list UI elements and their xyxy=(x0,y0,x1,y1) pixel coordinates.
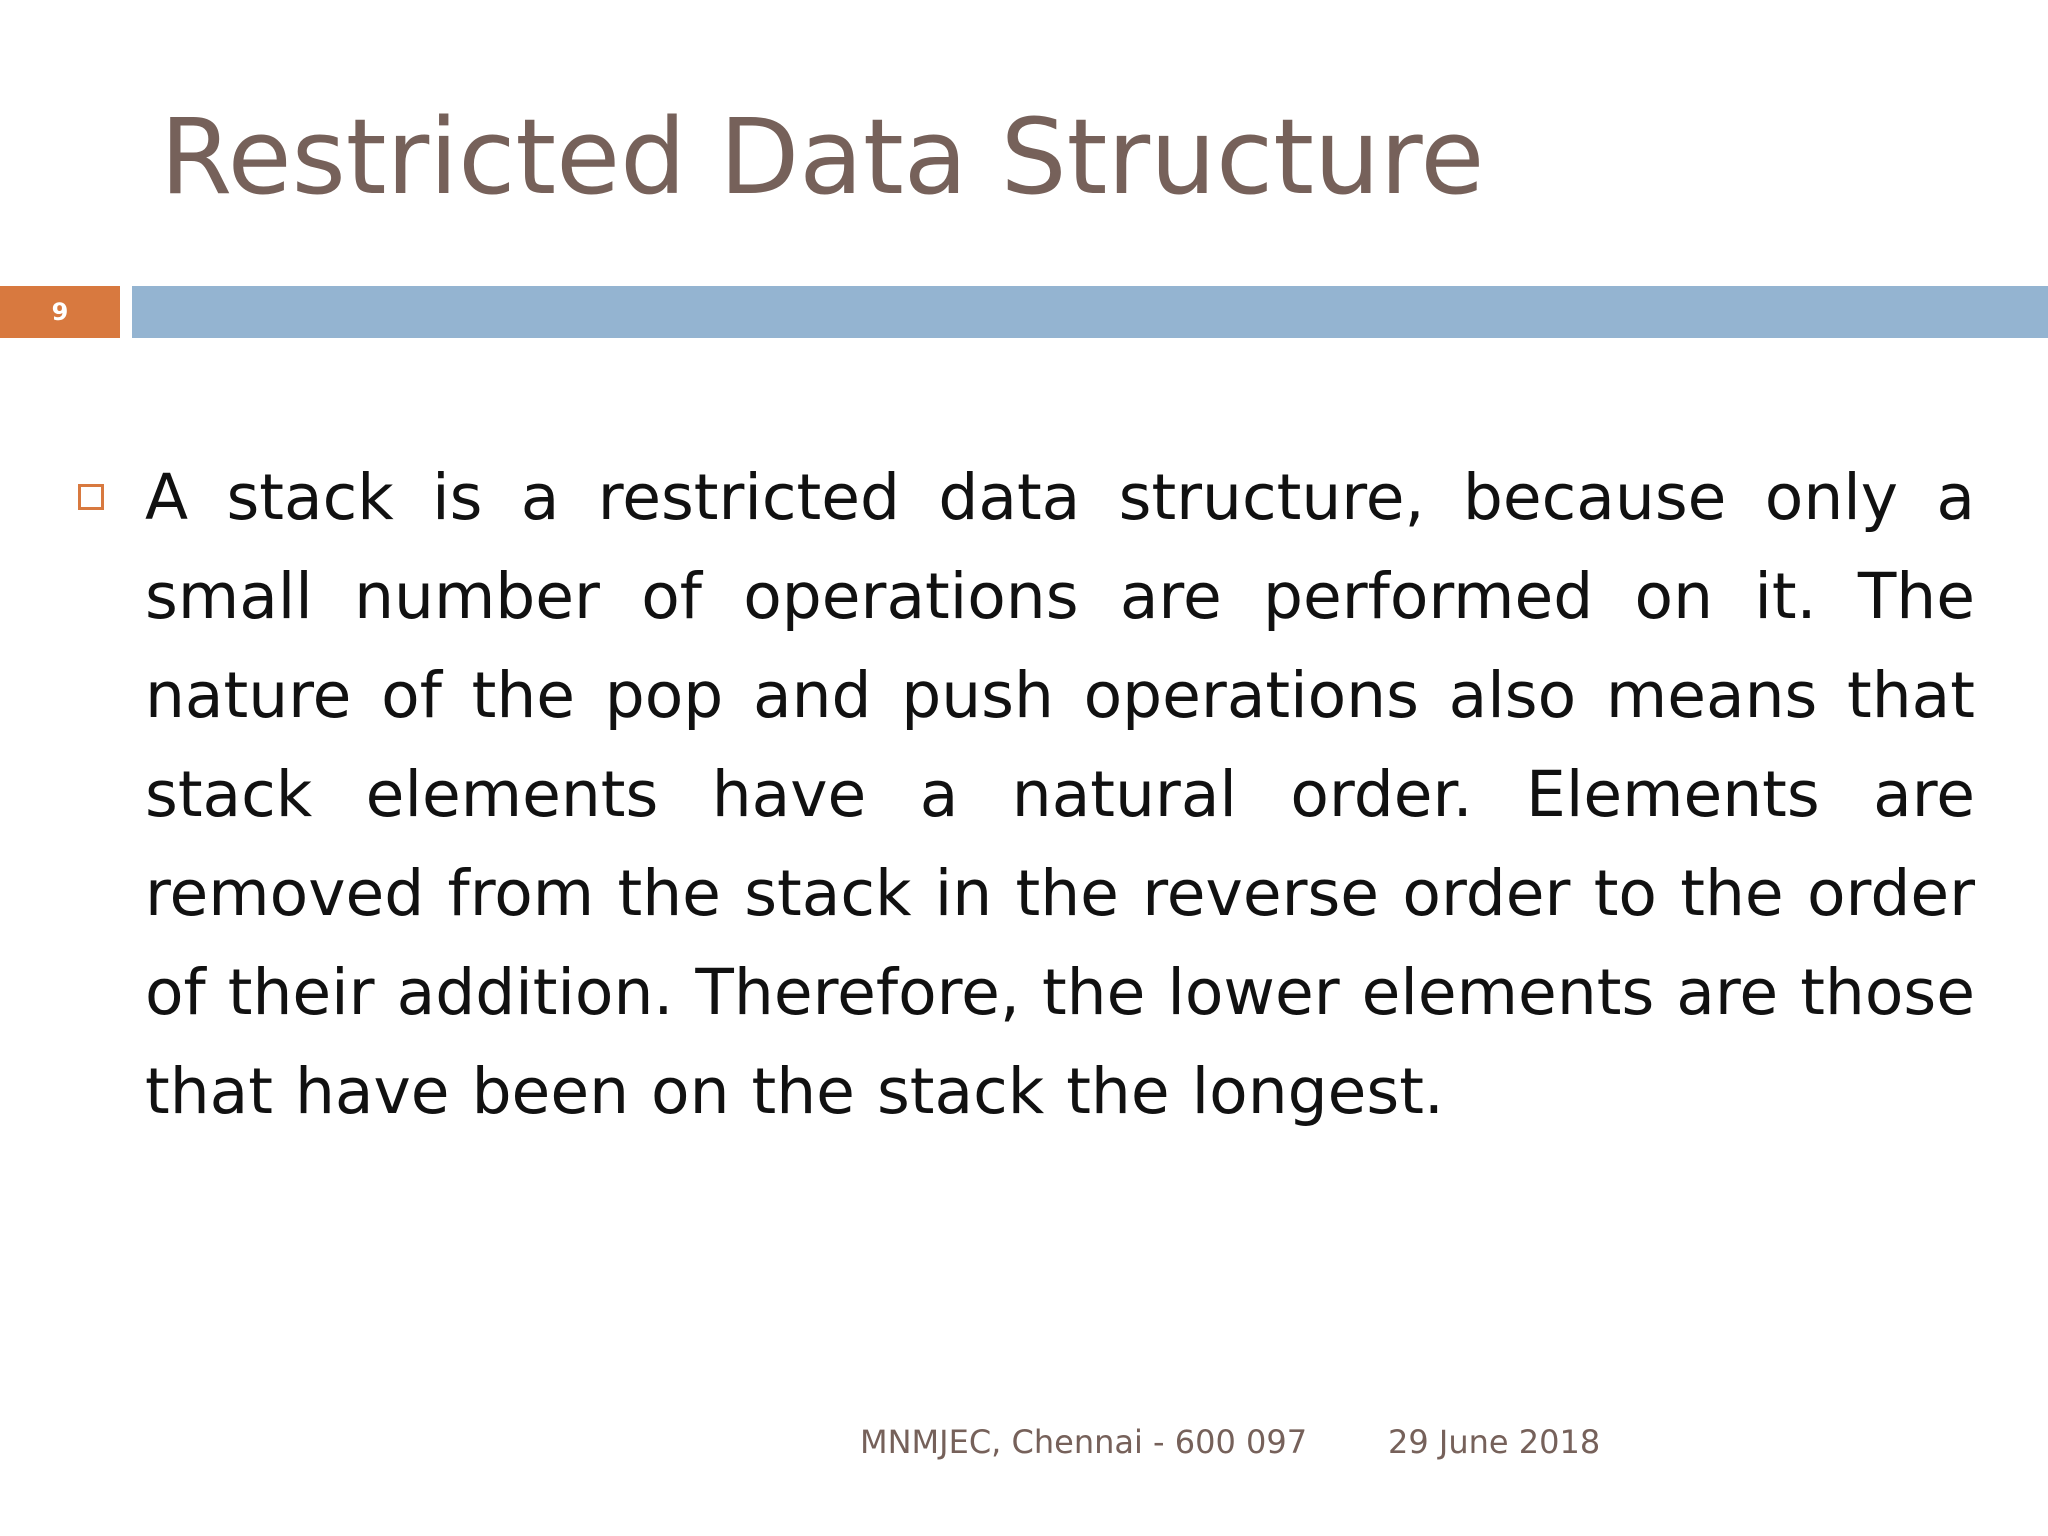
slide-number: 9 xyxy=(51,298,69,326)
footer-organization: MNMJEC, Chennai - 600 097 xyxy=(860,1423,1308,1461)
slide-title: Restricted Data Structure xyxy=(160,96,1485,218)
footer-date: 29 June 2018 xyxy=(1388,1423,1601,1461)
bullet-text: A stack is a restricted data structure, because only a small number of operations are performed on it. The nature of the pop and push operations also means that stack elements have a natural order. Elements are removed from the stack in the reverse order to the order of their addition. Therefore, the lower elements are those that have been on the stack the longest. xyxy=(145,461,1975,1128)
square-bullet-icon xyxy=(78,484,104,510)
title-divider-bar xyxy=(132,286,2048,338)
slide-number-badge xyxy=(0,286,120,338)
